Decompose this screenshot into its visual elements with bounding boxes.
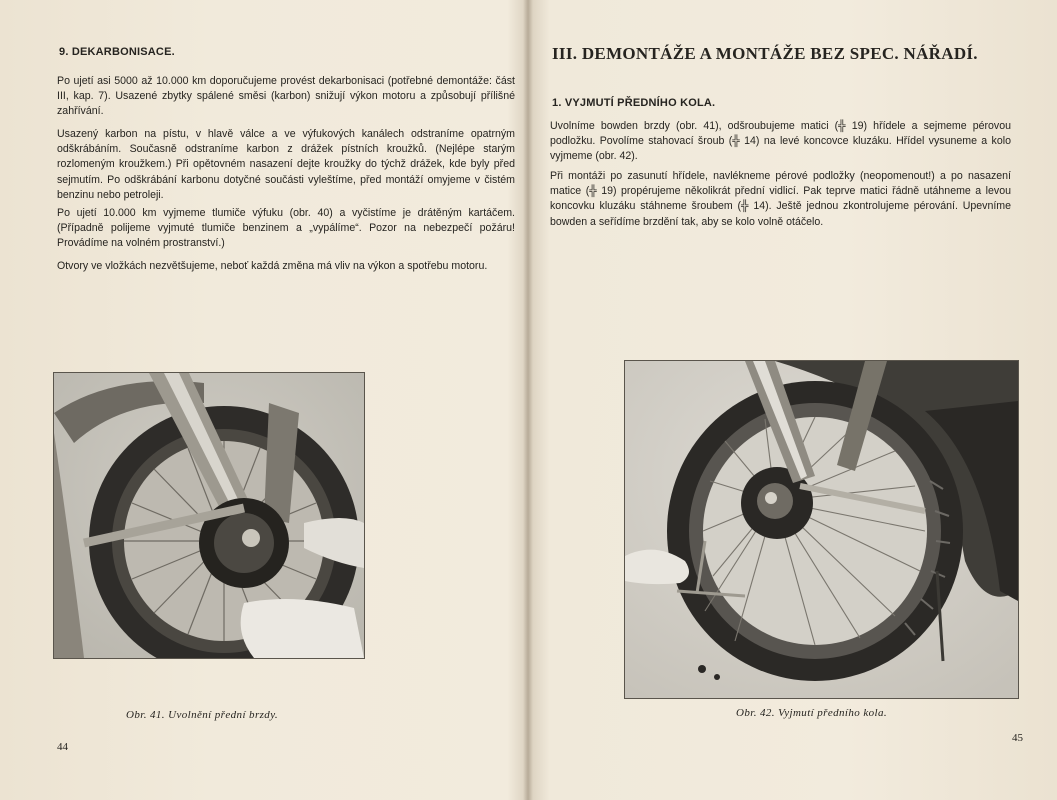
paragraph: Při montáži po zasunutí hřídele, navlékneme pérové podložky (neopomenout!) a po nasazení matice (╬ 19) propérujeme několikrát přední vidlicí. Pak teprve matici řádně utáhneme a levou koncovku kluzáku stáhneme šroubem (╬ 14). Ještě jednou zkontrolujeme pérování. Upevníme bowden a seřídíme brzdění tak, aby se kolo volně otáčelo. xyxy=(550,170,1011,228)
right-page xyxy=(529,0,1057,800)
page-number-right: 45 xyxy=(1012,732,1023,744)
paragraph: Otvory ve vložkách nezvětšujeme, neboť každá změna má vliv na výkon a spotřebu motoru. xyxy=(57,260,488,272)
chapter-heading: III. DEMONTÁŽE A MONTÁŽE BEZ SPEC. NÁŘADÍ. xyxy=(552,44,978,63)
paragraph: Usazený karbon na pístu, v hlavě válce a ve výfukových kanálech odstraníme opatrným odškrábáním. Současně odstraníme karbon z drážek pístních kroužků. (Nejlépe starým rozlomeným kroužkem.) Při opětovném nasazení dejte kroužky do týchž drážek, kde byly před sejmutím. Po odškrábání karbonu dotyčné součásti vyleštíme, před montáží omyjeme v čistém benzinu nebo petroleji. xyxy=(57,128,515,201)
front-brake-photo xyxy=(54,373,364,658)
wheel-removal-photo xyxy=(625,361,1018,698)
paragraph: Po ujetí asi 5000 až 10.000 km doporučujeme provést dekarbonisaci (potřebné demontáže: část III, kap. 7). Usazené zbytky spálené směsi (karbon) snižují výkon motoru a způsobují přílišné zahřívání. xyxy=(57,75,515,118)
page-number-left: 44 xyxy=(57,741,68,753)
paragraph: Po ujetí 10.000 km vyjmeme tlumiče výfuku (obr. 40) a vyčistíme je drátěným kartáčem. (Případně polijeme vyjmuté tlumiče benzinem a „vypálíme“. Pozor na nebezpečí požáru! Provádíme na volném prostranství.) xyxy=(57,207,515,250)
left-page xyxy=(0,0,527,800)
section-heading-vyjmuti: 1. VYJMUTÍ PŘEDNÍHO KOLA. xyxy=(552,97,716,109)
figure-42-caption: Obr. 42. Vyjmutí předního kola. xyxy=(736,707,888,719)
figure-41-caption: Obr. 41. Uvolnění přední brzdy. xyxy=(126,709,279,721)
section-heading-dekarbonisace: 9. DEKARBONISACE. xyxy=(59,46,175,58)
paragraph: Uvolníme bowden brzdy (obr. 41), odšroubujeme matici (╬ 19) hřídele a sejmeme pérovou podložku. Povolíme stahovací šroub (╬ 14) na levé koncovce kluzáku. Hřídel vysuneme a kolo vyjmeme (obr. 42). xyxy=(550,120,1011,163)
figure-41-photo xyxy=(53,372,365,659)
figure-42-photo xyxy=(624,360,1019,699)
